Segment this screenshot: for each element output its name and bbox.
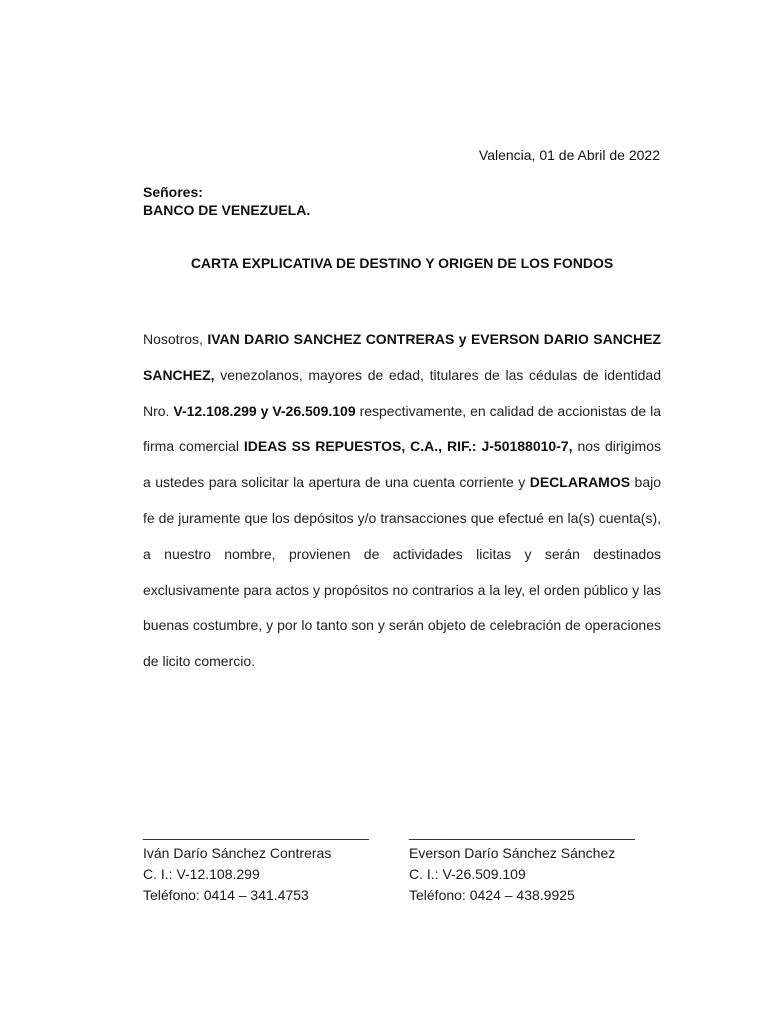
signer-id: C. I.: V-12.108.299 <box>143 866 260 882</box>
letter-body <box>143 322 661 680</box>
bank-name: BANCO DE VENEZUELA. <box>143 202 311 218</box>
signature-block-left <box>143 822 369 906</box>
declaration-word: DECLARAMOS <box>529 474 631 491</box>
account-holders-names: IVAN DARIO SANCHEZ CONTRERAS y EVERSON DARIO SANCHEZ SANCHEZ, <box>143 331 661 383</box>
signer-phone: Teléfono: 0424 – 438.9925 <box>409 887 575 903</box>
signer-name: Everson Darío Sánchez Sánchez <box>409 845 616 861</box>
signature-line: _____________________________ <box>143 824 369 840</box>
letter-date: Valencia, 01 de Abril de 2022 <box>478 147 660 163</box>
signer-id: C. I.: V-26.509.109 <box>409 866 526 882</box>
identity-numbers: V-12.108.299 y V-26.509.109 <box>173 402 356 419</box>
signer-phone: Teléfono: 0414 – 341.4753 <box>143 887 309 903</box>
body-shareholders: respectivamente, en calidad de accionistas de la firma comercial <box>143 402 661 455</box>
signature-block-right <box>409 822 635 906</box>
body-intro: Nosotros, <box>143 331 208 347</box>
body-request: nos dirigimos a ustedes para solicitar la apertura de una cuenta corriente y <box>143 438 662 491</box>
body-declaration: bajo fe de juramente que los depósitos y/o transacciones que efectué en la(s) cuenta(s), a nuestro nombre, provienen de actividades licitas y serán destinados exclusivamente para actos y propósitos no contrarios a la ley, el orden público y las buenas costumbre, y por lo tanto son y serán objeto de celebración de operaciones de licito comercio. <box>143 474 661 670</box>
company-name-rif: IDEAS SS REPUESTOS, C.A., RIF.: J-50188010-7, <box>243 438 573 455</box>
addressee-block <box>143 183 310 219</box>
salutation: Señores: <box>143 184 203 200</box>
signature-line: _____________________________ <box>409 824 635 840</box>
body-holders-description: venezolanos, mayores de edad, titulares de las cédulas de identidad Nro. <box>143 366 661 419</box>
letter-title: CARTA EXPLICATIVA DE DESTINO Y ORIGEN DE LOS FONDOS <box>190 255 614 271</box>
signer-name: Iván Darío Sánchez Contreras <box>143 845 332 861</box>
